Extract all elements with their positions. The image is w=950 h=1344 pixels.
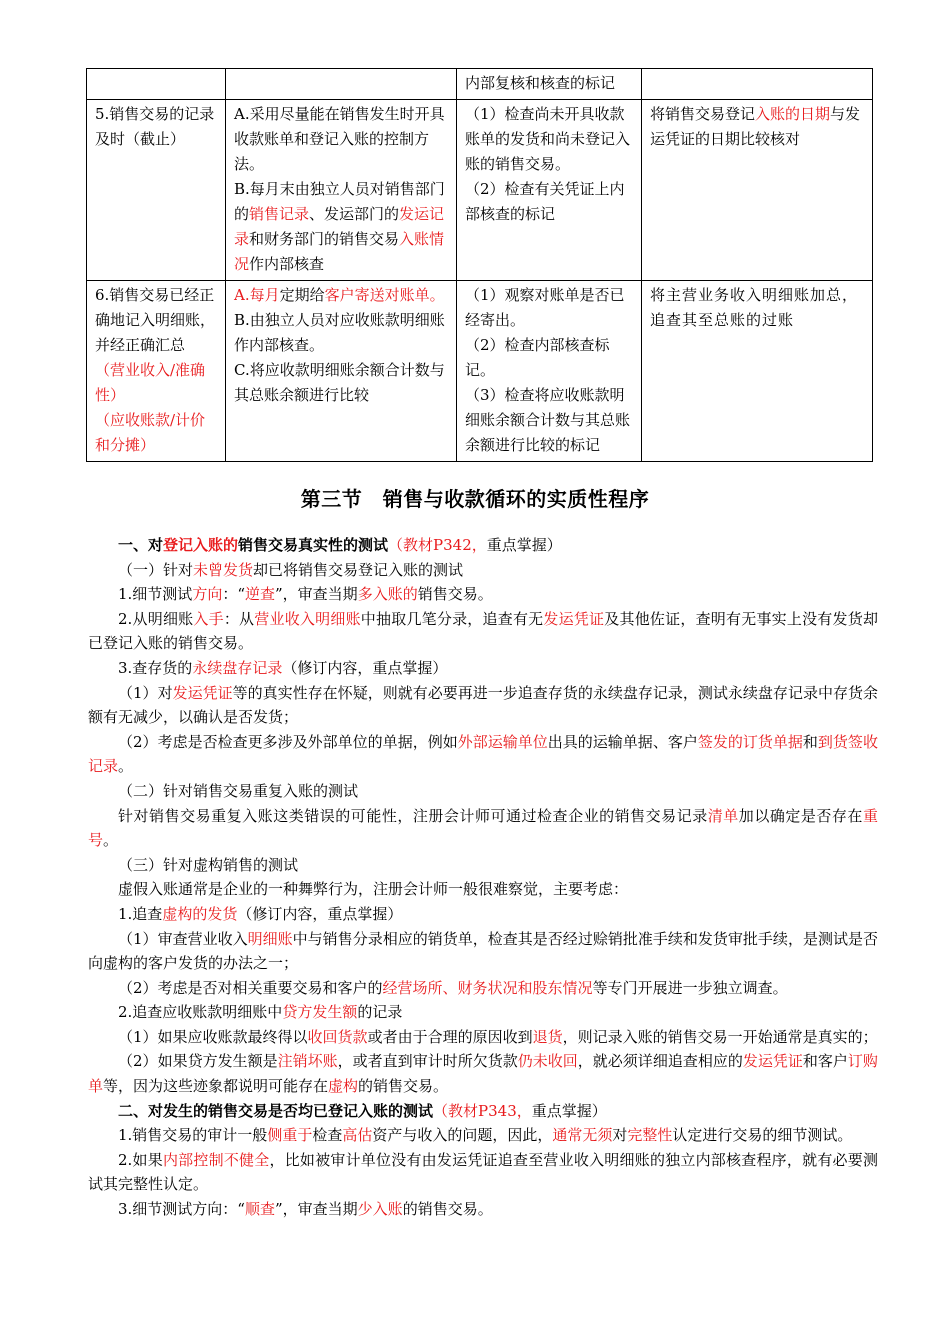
substantive-test-cell: 将销售交易登记入账的日期与发运凭证的日期比较核对 [642, 100, 873, 281]
table-cell [642, 69, 873, 100]
controls-table [86, 68, 873, 462]
paragraph: 3.细节测试方向：“顺查”，审查当期少入账的销售交易。 [118, 1200, 493, 1219]
paragraph: （2）如果贷方发生额是注销坏账，或者直到审计时所欠货款仍未收回，就必须详细追查相应的发运凭证和客户订购单等，因为这些迹象都说明可能存在虚构的销售交易。 [88, 1052, 878, 1096]
paragraph: （1）对发运凭证等的真实性存在怀疑，则就有必要再进一步追查存货的永续盘存记录，测试永续盘存记录中存货余额有无减少，以确认是否发货； [88, 683, 878, 727]
paragraph: 3.查存货的永续盘存记录（修订内容，重点掌握） [118, 658, 448, 677]
paragraph: 1.追查虚构的发货（修订内容，重点掌握） [118, 904, 403, 923]
control-objective-cell: 6.销售交易已经正确地记入明细账，并经正确汇总 （营业收入/准确性） （应收账款/计价和分摊） [87, 281, 226, 462]
table-row [87, 100, 873, 281]
control-measure-cell: A.每月定期给客户寄送对账单。 B.由独立人员对应收账款明细账作内部核查。 C.将应收款明细账余额合计数与其总账余额进行比较 [226, 281, 457, 462]
control-test-cell: （1）检查尚未开具收款账单的发货和尚未登记入账的销售交易。 （2）检查有关凭证上内部核查的标记 [457, 100, 642, 281]
table-cell [87, 69, 226, 100]
paragraph: 2.追查应收账款明细账中贷方发生额的记录 [118, 1003, 403, 1022]
subheading: （二）针对销售交易重复入账的测试 [118, 781, 359, 800]
paragraph: 1.销售交易的审计一般侧重于检查高估资产与收入的问题，因此，通常无须对完整性认定进行交易的细节测试。 [118, 1126, 853, 1145]
table-cell [226, 69, 457, 100]
heading-2: 二、对发生的销售交易是否均已登记入账的测试（教材P343，重点掌握） [118, 1101, 607, 1120]
control-objective-cell: 5.销售交易的记录及时（截止） [87, 100, 226, 281]
section-title: 第三节 销售与收款循环的实质性程序 [300, 487, 650, 511]
paragraph: 虚假入账通常是企业的一种舞弊行为，注册会计师一般很难察觉，主要考虑： [118, 880, 629, 899]
paragraph: （2）考虑是否检查更多涉及外部单位的单据，例如外部运输单位出具的运输单据、客户签发的订货单据和到货签收记录。 [88, 732, 878, 776]
paragraph: （1）如果应收账款最终得以收回货款或者由于合理的原因收到退货，则记录入账的销售交易一开始通常是真实的； [118, 1027, 878, 1046]
paragraph: 2.从明细账入手：从营业收入明细账中抽取几笔分录，追查有无发运凭证及其他佐证，查明有无事实上没有发货却已登记入账的销售交易。 [88, 609, 878, 653]
section-body [88, 533, 878, 1222]
control-test-cell: （1）观察对账单是否已经寄出。 （2）检查内部核查标记。 （3）检查将应收账款明细账余额合计数与其总账余额进行比较的标记 [457, 281, 642, 462]
subheading: （一）针对未曾发货却已将销售交易登记入账的测试 [118, 560, 464, 579]
substantive-test-cell: 将主营业务收入明细账加总，追查其至总账的过账 [642, 281, 873, 462]
subheading: （三）针对虚构销售的测试 [118, 855, 299, 874]
paragraph: （1）审查营业收入明细账中与销售分录相应的销货单，检查其是否经过赊销批准手续和发货审批手续，是测试是否向虚构的客户发货的办法之一； [88, 929, 878, 973]
paragraph: 2.如果内部控制不健全，比如被审计单位没有由发运凭证追查至营业收入明细账的独立内部核查程序，就有必要测试其完整性认定。 [88, 1150, 878, 1194]
table-row [87, 281, 873, 462]
heading-1: 一、对登记入账的销售交易真实性的测试（教材P342，重点掌握） [118, 536, 562, 554]
paragraph: 1.细节测试方向：“逆查”，审查当期多入账的销售交易。 [118, 585, 493, 604]
table-cell: 内部复核和核查的标记 [457, 69, 642, 100]
table-row [87, 69, 873, 100]
paragraph: 针对销售交易重复入账这类错误的可能性，注册会计师可通过检查企业的销售交易记录清单加以确定是否存在重号。 [88, 806, 878, 850]
control-measure-cell: A.采用尽量能在销售发生时开具收款账单和登记入账的控制方法。 B.每月末由独立人员对销售部门的销售记录、发运部门的发运记录和财务部门的销售交易入账情况作内部核查 [226, 100, 457, 281]
paragraph: （2）考虑是否对相关重要交易和客户的经营场所、财务状况和股东情况等专门开展进一步独立调查。 [118, 978, 788, 997]
